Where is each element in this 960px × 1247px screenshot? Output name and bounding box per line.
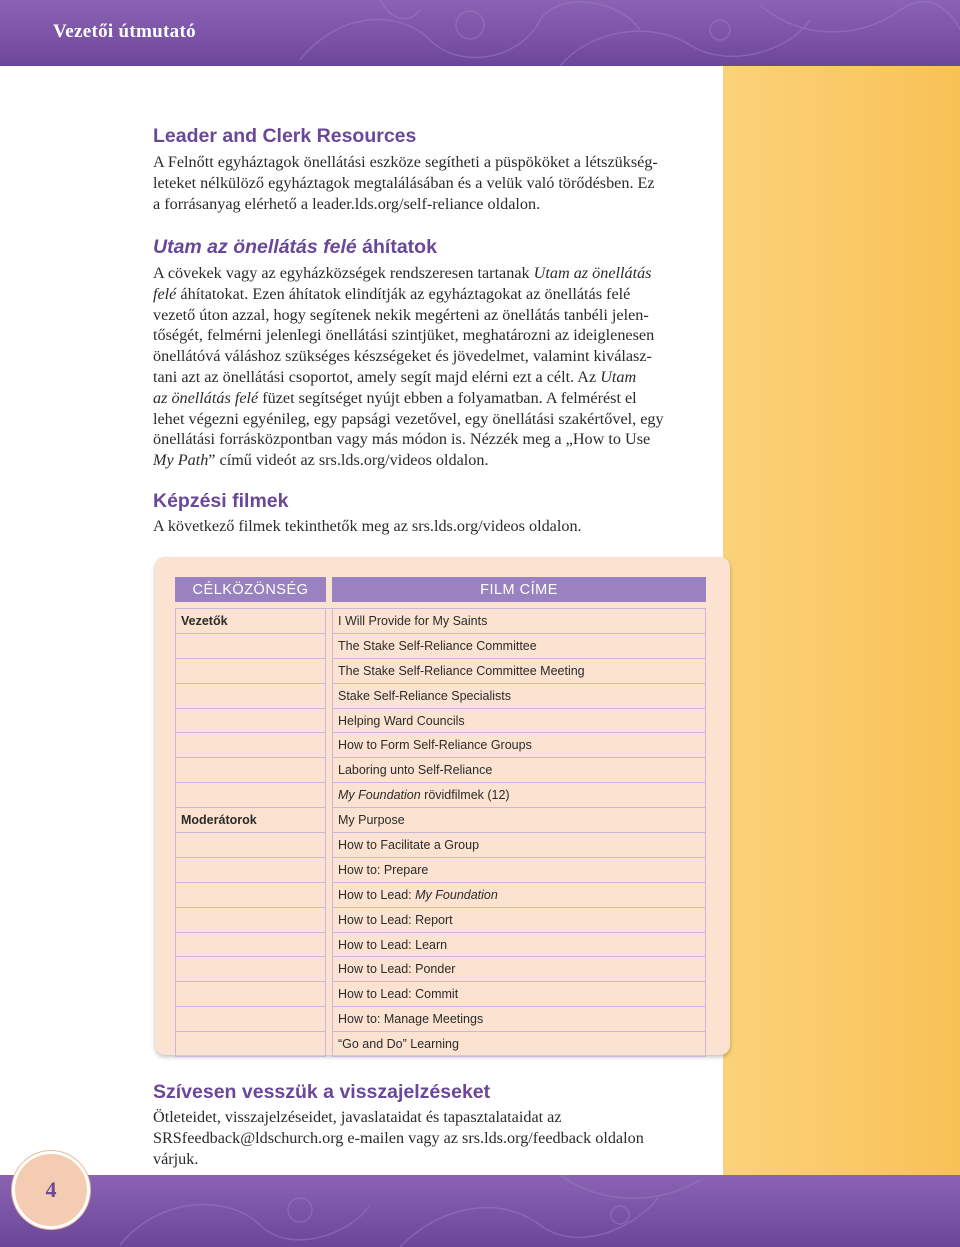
italic-text: felé xyxy=(153,284,177,303)
film-title-cell xyxy=(332,908,706,933)
film-title-text: “Go and Do” Learning xyxy=(338,1037,459,1052)
table-row xyxy=(175,709,706,734)
audience-cell xyxy=(175,1032,326,1057)
films-table-body xyxy=(175,608,706,1057)
film-title-cell xyxy=(332,957,706,982)
italic-text: Utam az önellátás xyxy=(533,264,652,282)
text-line: vezető úton azzal, hogy segítenek nekik megérteni az önellátás tanbéli jelen- xyxy=(153,305,649,324)
audience-cell xyxy=(175,982,326,1007)
bottom-band xyxy=(0,1175,960,1247)
section-heading-feedback: Szívesen vesszük a visszajelzéseket xyxy=(153,1081,491,1103)
film-title-text: How to Lead: Commit xyxy=(338,987,459,1002)
audience-cell xyxy=(175,659,326,684)
film-title-cell xyxy=(332,684,706,709)
section-heading-devotionals xyxy=(153,236,437,259)
table-row xyxy=(175,833,706,858)
audience-cell xyxy=(175,709,326,734)
table-row xyxy=(175,1007,706,1032)
audience-cell xyxy=(175,833,326,858)
film-title-cell xyxy=(332,1032,706,1057)
resources-paragraph xyxy=(153,152,713,214)
film-title-text: How to Form Self-Reliance Groups xyxy=(338,738,532,753)
film-title-text: How to Lead: Ponder xyxy=(338,962,456,977)
film-title-cell xyxy=(332,608,706,634)
italic-text: My Path xyxy=(153,451,209,470)
film-title-cell xyxy=(332,858,706,883)
italic-text: Utam xyxy=(600,367,637,386)
text-line: önellátási forrásközpontban vagy más módon is. Nézzék meg a „How to Use xyxy=(153,430,651,449)
section-heading-films: Képzési filmek xyxy=(153,490,289,512)
table-row xyxy=(175,783,706,808)
text-line: tőségét, felmérni jelenlegi önellátási szintjüket, meghatározni az ideiglenesen xyxy=(153,326,655,345)
film-title-cell xyxy=(332,634,706,659)
audience-cell xyxy=(175,883,326,908)
text-line: A cövekek vagy az egyházközségek rendszeresen tartanak xyxy=(153,264,534,282)
audience-cell: Moderátorok xyxy=(175,808,326,833)
table-row xyxy=(175,858,706,883)
film-title-italic: My Foundation xyxy=(415,887,498,902)
audience-cell xyxy=(175,908,326,933)
audience-cell xyxy=(175,684,326,709)
films-table xyxy=(175,577,706,1057)
film-title-cell xyxy=(332,709,706,734)
heading-rest: áhítatok xyxy=(356,236,437,258)
audience-cell xyxy=(175,1007,326,1032)
film-title-cell xyxy=(332,659,706,684)
film-title-text: My Purpose xyxy=(338,813,405,828)
table-row xyxy=(175,982,706,1007)
table-row xyxy=(175,608,706,634)
film-title-text: Helping Ward Councils xyxy=(338,713,465,728)
film-title-cell xyxy=(332,1007,706,1032)
text-line: áhítatokat. Ezen áhítatok elindítják az egyháztagokat az önellátás felé xyxy=(176,284,631,303)
gold-side-strip xyxy=(723,66,960,1247)
text-line: önellátóvá váláshoz szükséges készségeket és jövedelmet, valamint kiválasz- xyxy=(153,347,652,366)
film-title-text: Stake Self-Reliance Specialists xyxy=(338,688,511,703)
audience-cell xyxy=(175,957,326,982)
audience-cell xyxy=(175,634,326,659)
film-title-cell xyxy=(332,783,706,808)
text-line: tani azt az önellátási csoportot, amely segít majd elérni ezt a célt. Az xyxy=(153,367,601,386)
table-row xyxy=(175,908,706,933)
films-intro: A következő filmek tekinthetők meg az srs.lds.org/videos oldalon. xyxy=(153,517,582,535)
film-title-text: How to: Manage Meetings xyxy=(338,1012,484,1027)
film-title-text: How to Lead: Learn xyxy=(338,937,448,952)
text-line: a forrásanyag elérhető a leader.lds.org/self-reliance oldalon. xyxy=(153,194,541,213)
film-title-cell xyxy=(332,733,706,758)
audience-cell xyxy=(175,783,326,808)
audience-cell xyxy=(175,758,326,783)
text-line: lehet végezni egyénileg, egy papsági vezetővel, egy önellátási szakértővel, egy xyxy=(153,409,664,428)
table-row xyxy=(175,634,706,659)
audience-cell xyxy=(175,858,326,883)
col-header-film: FILM CÍME xyxy=(332,577,706,602)
italic-text: az önellátás felé xyxy=(153,388,259,407)
section-heading-resources: Leader and Clerk Resources xyxy=(153,125,417,147)
text-line: füzet segítséget nyújt ebben a folyamatban. A felmérést el xyxy=(258,388,637,407)
footer-ornament xyxy=(0,1175,960,1247)
table-row xyxy=(175,883,706,908)
film-title-text: I Will Provide for My Saints xyxy=(338,613,488,628)
col-header-audience: CÉLKÖZÖNSÉG xyxy=(175,577,326,602)
feedback-paragraph xyxy=(153,1107,713,1169)
text-line: ” című videót az srs.lds.org/videos oldalon. xyxy=(208,451,489,470)
header-band xyxy=(0,0,960,66)
text-line: SRSfeedback@ldschurch.org e-mailen vagy az srs.lds.org/feedback oldalon xyxy=(153,1128,644,1147)
film-title-cell xyxy=(332,808,706,833)
film-title-text: The Stake Self-Reliance Committee xyxy=(338,638,537,653)
audience-cell xyxy=(175,933,326,958)
devotionals-paragraph xyxy=(153,263,718,471)
film-title-cell xyxy=(332,982,706,1007)
film-title-text: rövidfilmek (12) xyxy=(420,788,510,803)
table-row xyxy=(175,659,706,684)
table-row xyxy=(175,684,706,709)
text-line: leteket nélkülöző egyháztagok megtalálásában és a velük való törődésben. Ez xyxy=(153,173,655,192)
audience-cell: Vezetők xyxy=(175,608,326,634)
table-row xyxy=(175,1032,706,1057)
film-title-text: How to: Prepare xyxy=(338,862,429,877)
film-title-cell xyxy=(332,933,706,958)
film-title-italic: My Foundation xyxy=(338,788,421,803)
film-title-cell xyxy=(332,883,706,908)
film-title-text: The Stake Self-Reliance Committee Meeting xyxy=(338,663,585,678)
film-title-cell xyxy=(332,758,706,783)
film-title-text: How to Facilitate a Group xyxy=(338,837,480,852)
page-number-badge: 4 xyxy=(12,1151,90,1229)
film-title-text: How to Lead: Report xyxy=(338,912,453,927)
text-line: várjuk. xyxy=(153,1149,199,1168)
film-title-text: How to Lead: xyxy=(338,887,416,902)
table-row xyxy=(175,808,706,833)
table-row xyxy=(175,933,706,958)
table-row xyxy=(175,957,706,982)
table-row xyxy=(175,733,706,758)
film-title-text: Laboring unto Self-Reliance xyxy=(338,763,493,778)
heading-italic-part: Utam az önellátás felé xyxy=(153,236,357,258)
text-line: Ötleteidet, visszajelzéseidet, javaslataidat és tapasztalataidat az xyxy=(153,1108,562,1126)
film-title-cell xyxy=(332,833,706,858)
text-line: A Felnőtt egyháztagok önellátási eszköze segítheti a püspököket a létszükség- xyxy=(153,153,658,171)
header-title: Vezetői útmutató xyxy=(53,21,196,42)
audience-cell xyxy=(175,733,326,758)
table-row xyxy=(175,758,706,783)
